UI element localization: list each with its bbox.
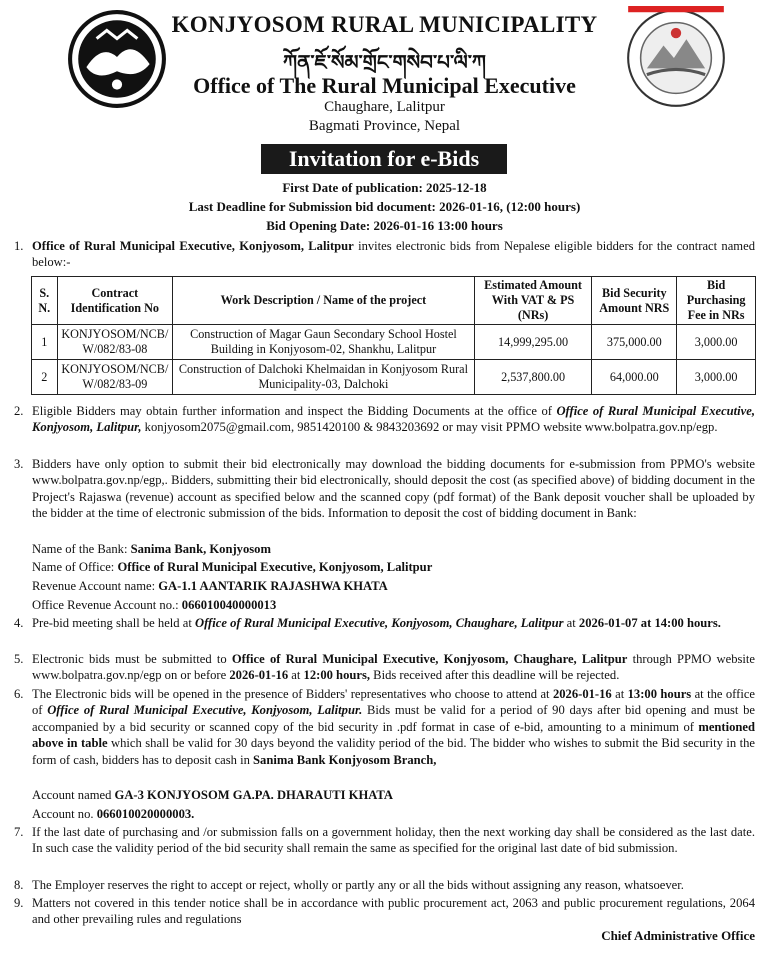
- paragraph-5-text: Bids received after this deadline will be rejected.: [370, 668, 620, 683]
- paragraph-1-text: invites electronic bids from Nepalese eligible bidders for the contract named below:-: [32, 239, 755, 270]
- paragraph-7-text: If the last date of purchasing and /or submission falls on a government holiday, then the next working day shall be considered as the last date. In such case the validity period of the bid security shall remain the same as specified for the original last date of bid submission.: [32, 825, 755, 856]
- paragraph-4-text: Pre-bid meeting shall be held at: [32, 616, 195, 630]
- paragraph-6-text: Bids must be valid for a period of 90 days after bid opening and must be accompanied by a bid security or scanned copy of the bid security in .pdf format in case of e-bid, amounting to a minimum of: [32, 703, 755, 734]
- paragraph-6: [14, 686, 755, 768]
- paragraph-5-text: Electronic bids must be submitted to: [32, 652, 232, 666]
- prebid-venue: Office of Rural Municipal Executive, Konjyosom, Chaughare, Lalitpur: [194, 616, 564, 630]
- deposit-bank: Sanima Bank Konjyosom Branch,: [253, 752, 437, 767]
- paragraph-6-text: The Electronic bids will be opened in the presence of Bidders' representatives who choose to attend at: [32, 687, 553, 701]
- account-name-label: Account named: [32, 788, 115, 802]
- paragraph-3-text: Bidders have only option to submit their bid electronically may download the bidding documents for e-submission from PPMO's website www.bolpatra.gov.np/egp,. Bidders, submitting their bid electronically, should deposit the cost (as specified above) of bidding document in the Project's Rajaswa (revenue) account as specified below and the scanned copy (pdf format) of the Bank deposit voucher shall be uploaded by the bidder at the time of electronic submission of the bids. Information to deposit the cost of bidding document in Bank:: [32, 457, 755, 521]
- header-purchasing-fee: Bid Purchasing Fee in NRs: [677, 277, 756, 325]
- bank-label: Name of the Bank:: [32, 542, 131, 556]
- submission-office: Office of Rural Municipal Executive, Konjyosom, Chaughare, Lalitpur: [231, 652, 628, 666]
- cell-description: Construction of Magar Gaun Secondary School Hostel Building in Konjyosom-02, Shankhu, Lalitpur: [173, 325, 475, 360]
- paragraph-5-text: through PPMO website www.bolpatra.gov.np/egp on or before: [32, 652, 755, 683]
- paragraph-number: 5.: [14, 652, 24, 666]
- cell-security: 375,000.00: [592, 325, 677, 360]
- paragraph-number: 8.: [14, 878, 24, 892]
- cell-sn: 1: [32, 325, 58, 360]
- cell-contract-id: KONJYOSOM/NCB/ W/082/83-08: [57, 325, 173, 360]
- cell-sn: 2: [32, 360, 58, 395]
- deposit-account-number: 066010020000003.: [96, 807, 195, 821]
- header-sn: S. N.: [32, 277, 58, 325]
- paragraph-5: [14, 651, 755, 684]
- paragraph-6-text: which shall be valid for 30 days beyond the validity period of the bid. The bidder who wishes to submit the Bid security in the form of cash, bidders has to deposit cash in: [32, 736, 756, 767]
- paragraph-4: [14, 615, 755, 631]
- paragraph-number: 9.: [14, 896, 24, 910]
- first-publication-date: First Date of publication: 2025-12-18: [282, 180, 487, 195]
- account-label: Office Revenue Account no.:: [32, 598, 182, 612]
- deposit-account-name: GA-3 KONJYOSOM GA.PA. DHARAUTI KHATA: [114, 788, 393, 802]
- cell-fee: 3,000.00: [677, 325, 756, 360]
- signatory-title: Chief Administrative Office: [601, 928, 755, 943]
- prebid-datetime: 2026-01-07 at 14:00 hours.: [578, 616, 721, 630]
- revenue-account-no-line: [32, 597, 276, 613]
- revenue-label: Revenue Account name:: [32, 579, 159, 593]
- municipality-tibetan-name: ཀོན་ཇོ་སོམ་གྲོང་གསེབ་པ་ལི་ཀ: [283, 52, 486, 74]
- contact-details: konjyosom2075@gmail.com, 9851420100 & 9843203692 or may visit PPMO website www.bolpatra.gov.np/egp.: [141, 420, 718, 435]
- deposit-account-name-line: [32, 787, 393, 803]
- paragraph-9: [14, 895, 755, 928]
- paragraph-7: [14, 824, 755, 857]
- paragraph-number: 6.: [14, 687, 24, 701]
- last-deadline: Last Deadline for Submission bid document: 2026-01-16, (12:00 hours): [188, 199, 581, 214]
- municipality-name: KONJYOSOM RURAL MUNICIPALITY: [171, 12, 598, 37]
- deposit-account-no-line: [32, 806, 194, 822]
- cell-security: 64,000.00: [592, 360, 677, 395]
- paragraph-number: 1.: [14, 239, 24, 253]
- cell-description: Construction of Dalchoki Khelmaidan in Konjyosom Rural Municipality-03, Dalchoki: [173, 360, 475, 395]
- opening-date: 2026-01-16: [552, 687, 612, 701]
- revenue-account-number: 066010040000013: [181, 598, 277, 612]
- paragraph-8-text: The Employer reserves the right to accept or reject, wholly or partly any or all the bids without assigning any reason, whatsoever.: [32, 878, 684, 892]
- opening-time: 13:00 hours: [627, 687, 692, 701]
- notice-title: Invitation for e-Bids: [261, 144, 507, 174]
- header-bid-security: Bid Security Amount NRS: [592, 277, 677, 325]
- paragraph-number: 4.: [14, 616, 24, 630]
- office-name: Office of Rural Municipal Executive, Konjyosom, Lalitpur: [117, 560, 433, 574]
- office-label: Name of Office:: [32, 560, 118, 574]
- table-row: [32, 325, 756, 360]
- cell-fee: 3,000.00: [677, 360, 756, 395]
- bank-name: Sanima Bank, Konjyosom: [130, 542, 271, 556]
- security-amount-reference: mentioned above in table: [32, 719, 755, 751]
- header-work-description: Work Description / Name of the project: [173, 277, 475, 325]
- table-header-row: [32, 277, 756, 325]
- table-row: [32, 360, 756, 395]
- account-no-label: Account no.: [32, 807, 97, 821]
- office-name-line: [32, 559, 432, 575]
- paragraph-6-text: at the office of: [32, 687, 755, 718]
- submission-time: 12:00 hours,: [303, 668, 371, 683]
- office-title: Office of The Rural Municipal Executive: [193, 73, 576, 98]
- revenue-account-line: [32, 578, 388, 594]
- paragraph-1: [14, 238, 755, 271]
- paragraph-2-text: Eligible Bidders may obtain further information and inspect the Bidding Documents at the office of: [32, 404, 557, 418]
- paragraph-number: 7.: [14, 825, 24, 839]
- paragraph-5-text: at: [288, 668, 304, 683]
- paragraph-9-text: Matters not covered in this tender notice shall be in accordance with public procurement act, 2063 and public procurement regulations, 2064 and other prevailing rules and regulations: [32, 896, 755, 927]
- contract-table: [31, 276, 756, 395]
- paragraph-number: 3.: [14, 457, 24, 471]
- paragraph-4-text: at: [563, 616, 579, 630]
- address-line-2: Bagmati Province, Nepal: [308, 118, 461, 134]
- issuer-name: Office of Rural Municipal Executive, Konjyosom, Lalitpur: [32, 239, 354, 253]
- paragraph-8: [14, 877, 755, 893]
- cell-amount: 2,537,800.00: [474, 360, 592, 395]
- paragraph-3: [14, 456, 755, 522]
- address-line-1: Chaughare, Lalitpur: [324, 99, 445, 115]
- office-reference: Office of Rural Municipal Executive, Konjyosom, Lalitpur,: [32, 404, 755, 435]
- paragraph-6-text: at: [611, 687, 628, 701]
- header-estimated-amount: Estimated Amount With VAT & PS (NRs): [474, 277, 592, 325]
- paragraph-number: 2.: [14, 404, 24, 418]
- bid-opening-date: Bid Opening Date: 2026-01-16 13:00 hours: [266, 218, 503, 233]
- cell-contract-id: KONJYOSOM/NCB/ W/082/83-09: [57, 360, 173, 395]
- revenue-account-name: GA-1.1 AANTARIK RAJASHWA KHATA: [158, 579, 388, 593]
- submission-date: 2026-01-16: [229, 668, 289, 683]
- cell-amount: 14,999,295.00: [474, 325, 592, 360]
- paragraph-2: [14, 403, 755, 436]
- bank-name-line: [32, 541, 271, 557]
- header-contract-id: Contract Identification No: [57, 277, 173, 325]
- opening-venue: Office of Rural Municipal Executive, Konjyosom, Lalitpur.: [47, 703, 363, 718]
